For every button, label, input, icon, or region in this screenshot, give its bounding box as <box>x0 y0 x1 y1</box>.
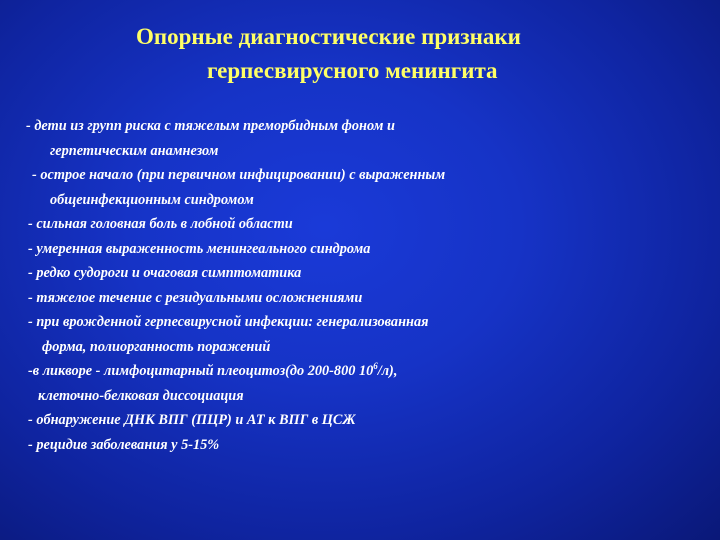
slide-title <box>0 20 720 88</box>
criterion-line: - сильная головная боль в лобной области <box>28 216 293 232</box>
csf-text: -в ликворе - лимфоцитарный плеоцитоз(до 200-800 10 <box>28 363 374 379</box>
exponent: 6 <box>373 361 378 371</box>
criterion-line: общеинфекционным синдромом <box>50 191 254 208</box>
title-line-1: Опорные диагностические признаки <box>136 24 521 49</box>
criterion-line: клеточно-белковая диссоциация <box>38 387 244 404</box>
title-line-2: герпесвирусного менингита <box>207 58 498 83</box>
criteria-list <box>0 114 720 457</box>
criterion-line: форма, полиорганность поражений <box>42 338 271 355</box>
criterion-line: - редко судороги и очаговая симптоматика <box>28 265 302 281</box>
criterion-line: - острое начало (при первичном инфицировании) с выраженным <box>32 167 446 183</box>
criterion-line: герпетическим анамнезом <box>50 142 219 159</box>
criterion-line: - рецидив заболевания у 5-15% <box>28 436 220 453</box>
criterion-line: - при врожденной герпесвирусной инфекции: генерализованная <box>28 314 429 330</box>
criterion-line: - тяжелое течение с резидуальными осложнениями <box>28 289 363 306</box>
csf-unit: /л), <box>377 363 398 379</box>
criterion-line: - умеренная выраженность менингеального синдрома <box>28 240 371 257</box>
criterion-line <box>0 359 720 384</box>
criterion-line: - дети из групп риска с тяжелым преморбидным фоном и <box>26 118 395 134</box>
criterion-line: - обнаружение ДНК ВПГ (ПЦР) и АТ к ВПГ в ЦСЖ <box>28 412 356 428</box>
